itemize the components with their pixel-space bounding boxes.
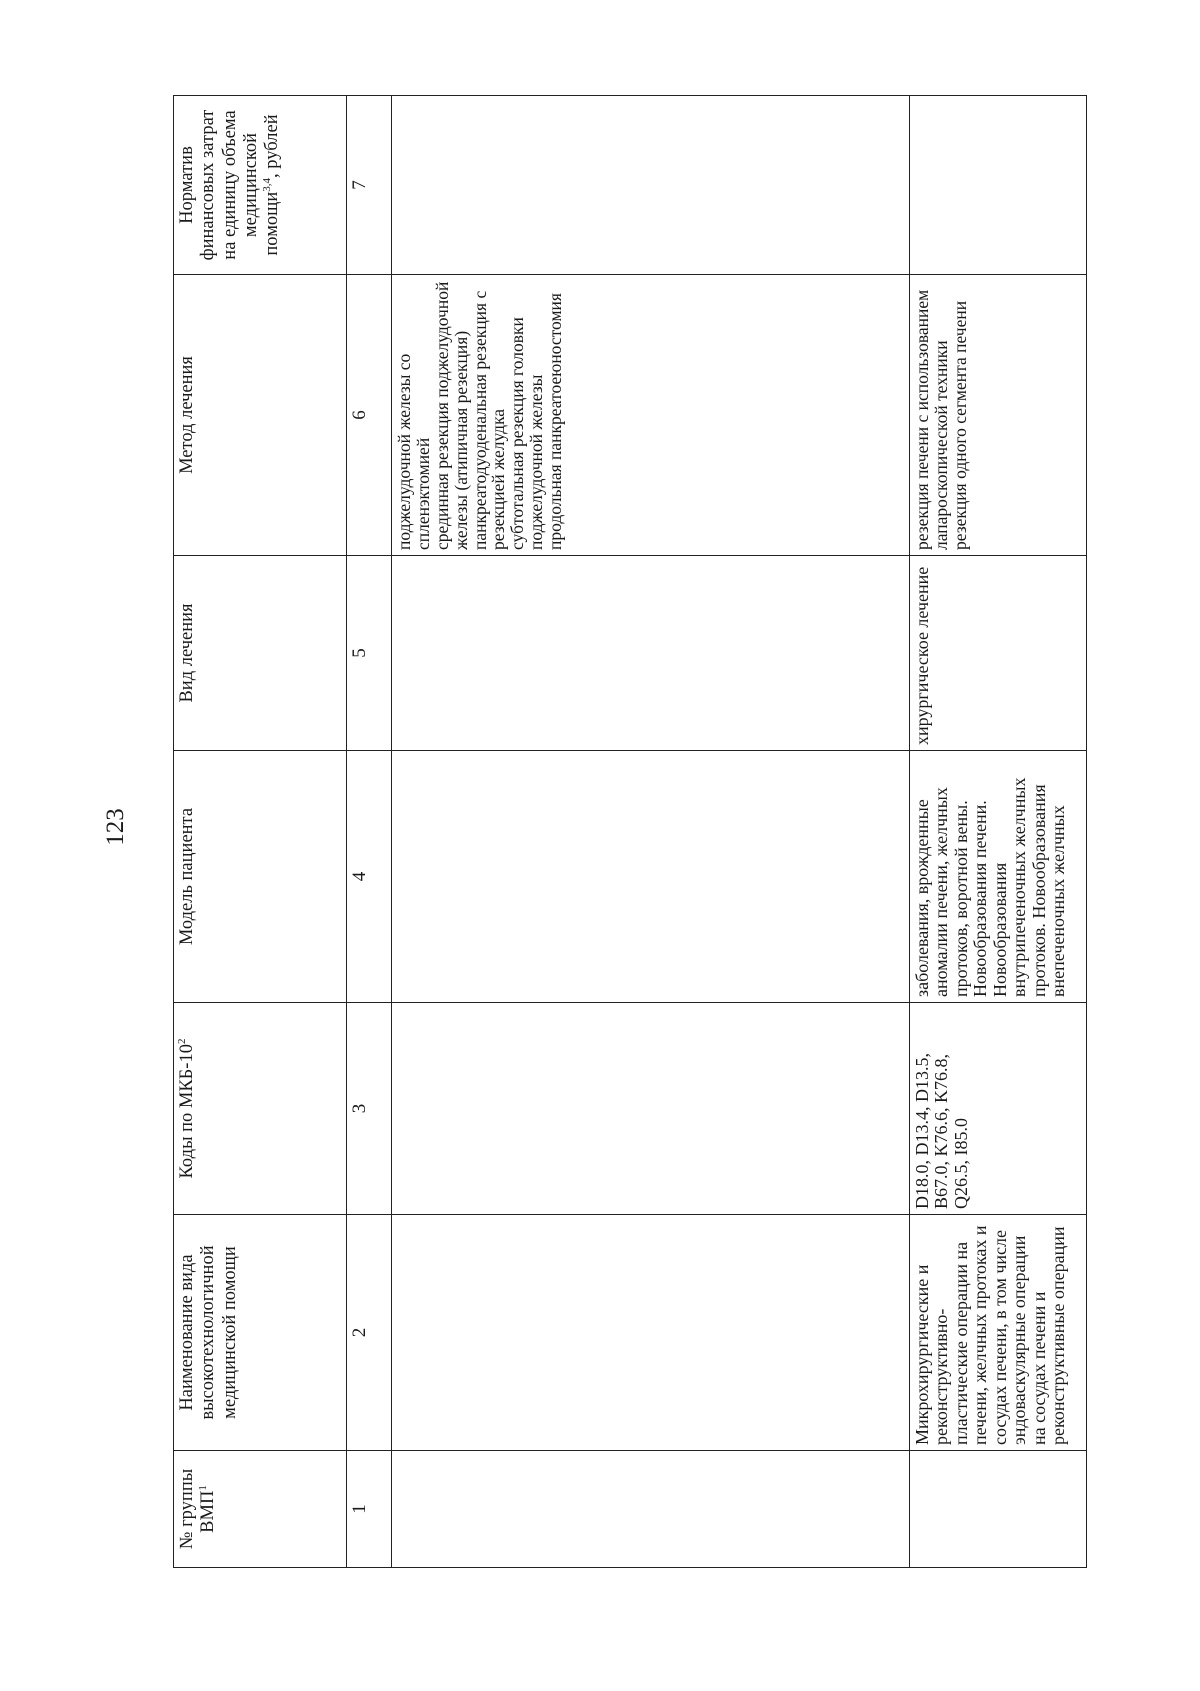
header-vmp-name: Наименование вида высокотехнологичной медицинской помощи bbox=[174, 1215, 347, 1451]
column-number: 6 bbox=[347, 275, 392, 556]
header-group-number: № группы ВМП$^1$ bbox=[174, 1451, 347, 1568]
treatment-method-cell bbox=[392, 275, 910, 556]
vmp-name-cell bbox=[392, 1215, 910, 1451]
group-number-cell bbox=[392, 1451, 910, 1568]
column-number: 4 bbox=[347, 751, 392, 1003]
method-item: срединная резекция поджелудочной железы (атипичная резекция) bbox=[431, 281, 471, 550]
header-row bbox=[174, 96, 347, 1568]
column-number: 2 bbox=[347, 1215, 392, 1451]
vmp-table bbox=[173, 95, 1087, 1568]
table-row bbox=[392, 96, 910, 1568]
method-item: резекция одного сегмента печени bbox=[949, 300, 970, 550]
header-icd-codes: Коды по МКБ-$10^2$ bbox=[174, 1003, 347, 1215]
treatment-method-cell bbox=[910, 275, 1087, 556]
method-item: субтотальная резекция головки поджелудочной железы bbox=[507, 317, 547, 550]
rotated-page-content bbox=[173, 96, 1078, 1568]
column-number: 7 bbox=[347, 96, 392, 275]
treatment-type-cell: хирургическое лечение bbox=[910, 556, 1087, 751]
method-item: резекция печени с использованием лапароскопической техники bbox=[912, 289, 951, 550]
column-number: 1 bbox=[347, 1451, 392, 1568]
column-number: 5 bbox=[347, 556, 392, 751]
cost-cell bbox=[910, 96, 1087, 275]
method-item: продольная панкреатоеюностомия bbox=[545, 293, 566, 550]
treatment-type-cell bbox=[392, 556, 910, 751]
patient-model-cell: заболевания, врожденные аномалии печени, желчных протоков, воротной вены. Новообразования печени. Новообразования внутрипеченочных желчных протоков. Новообразования внепеченочных желчных bbox=[910, 751, 1087, 1003]
header-cost-standard: Норматив финансовых затрат на единицу объема медицинской помощи$^{3,4}$, рублей bbox=[174, 96, 347, 275]
header-patient-model: Модель пациента bbox=[174, 751, 347, 1003]
header-treatment-type: Вид лечения bbox=[174, 556, 347, 751]
icd-codes-cell: D18.0, D13.4, D13.5, B67.0, K76.6, K76.8, Q26.5, I85.0 bbox=[910, 1003, 1087, 1215]
column-number-row bbox=[347, 96, 392, 1568]
icd-codes-cell bbox=[392, 1003, 910, 1215]
patient-model-cell bbox=[392, 751, 910, 1003]
column-number: 3 bbox=[347, 1003, 392, 1215]
table-row bbox=[910, 96, 1087, 1568]
page-number: 123 bbox=[102, 808, 129, 846]
method-item: панкреатодуоденальная резекция с резекцией желудка bbox=[469, 290, 509, 550]
cost-cell bbox=[392, 96, 910, 275]
header-treatment-method: Метод лечения bbox=[174, 275, 347, 556]
group-number-cell bbox=[910, 1451, 1087, 1568]
vmp-name-cell: Микрохирургические и реконструктивно-пластические операции на печени, желчных протоках и сосудах печени, в том числе эндоваскулярные операции на сосудах печени и реконструктивные операции bbox=[910, 1215, 1087, 1451]
method-item: поджелудочной железы со спленэктомией bbox=[394, 353, 433, 550]
